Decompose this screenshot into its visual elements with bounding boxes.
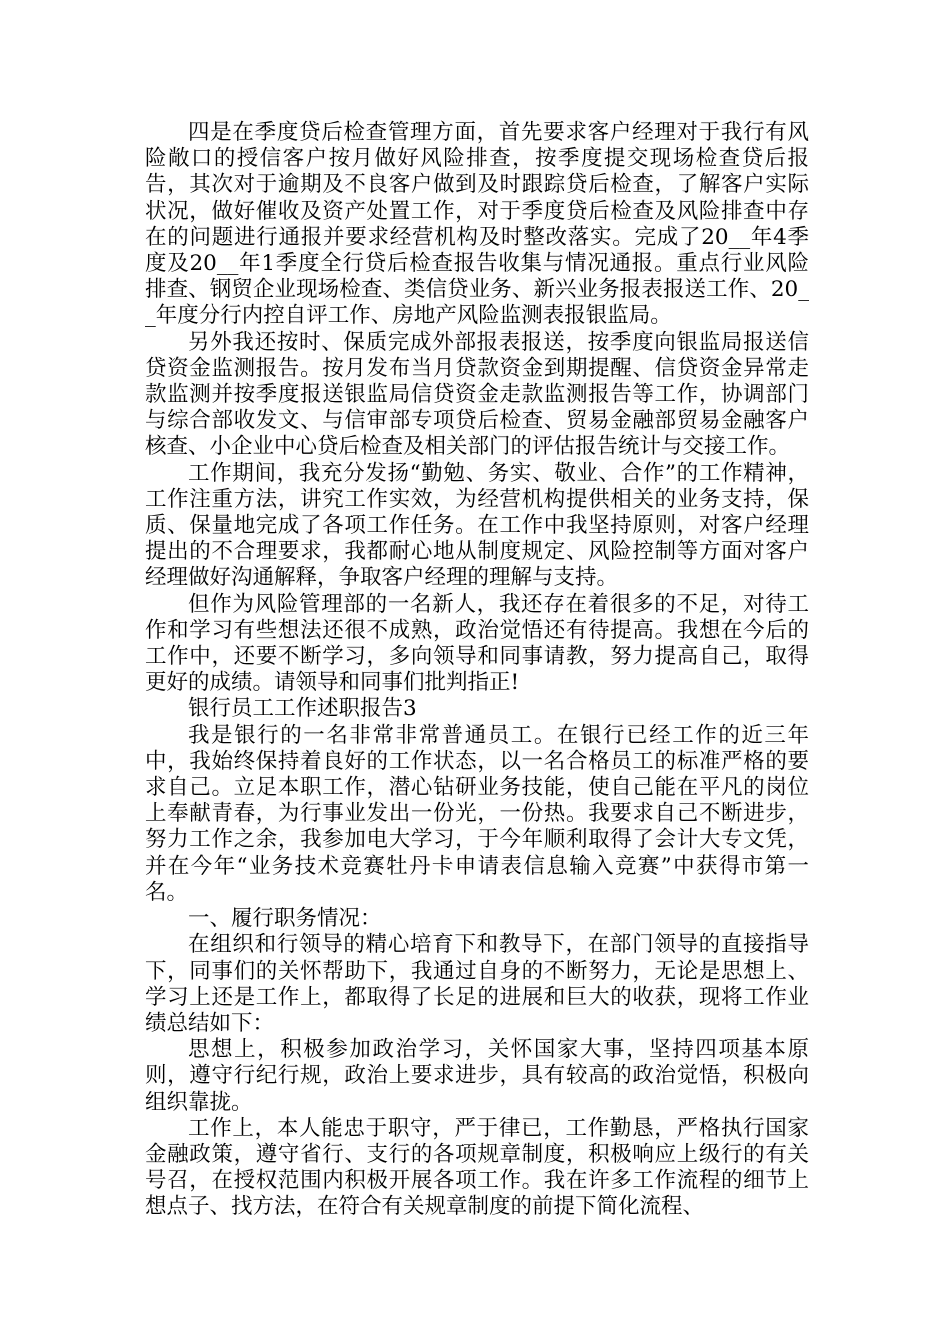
paragraph-loan-inspection: 四是在季度贷后检查管理方面，首先要求客户经理对于我行有风险敞口的授信客户按月做好风险排查，按季度提交现场检查贷后报告，其次对于逾期及不良客户做到及时跟踪贷后检查，了解客户实际状况，做好催收及资产处置工作，对于季度贷后检查及风险排查中存在的问题进行通报并要求经营机构及时整改落实。完成了20__年4季度及20__年1季度全行贷后检查报告收集与情况通报。重点行业风险排查、钢贸企业现场检查、类信贷业务、新兴业务报表报送工作、20__年度分行内控自评工作、房地产风险监测表报银监局。 — [145, 120, 809, 329]
paragraph-external-reports: 另外我还按时、保质完成外部报表报送，按季度向银监局报送信贷资金监测报告。按月发布当月贷款资金到期提醒、信贷资金异常走款监测并按季度报送银监局信贷资金走款监测报告等工作，协调部门与综合部收发文、与信审部专项贷后检查、贸易金融部贸易金融客户核查、小企业中心贷后检查及相关部门的评估报告统计与交接工作。 — [145, 329, 809, 460]
document-body — [145, 120, 809, 1221]
paragraph-ideology: 思想上，积极参加政治学习，关怀国家大事，坚持四项基本原则，遵守行纪行规，政治上要求进步，具有较高的政治觉悟，积极向组织靠拢。 — [145, 1037, 809, 1115]
paragraph-guidance: 在组织和行领导的精心培育下和教导下，在部门领导的直接指导下，同事们的关怀帮助下，我通过自身的不断努力，无论是思想上、学习上还是工作上，都取得了长足的进展和巨大的收获，现将工作业绩总结如下： — [145, 932, 809, 1036]
report-heading: 银行员工工作述职报告3 — [188, 696, 417, 722]
paragraph-work-spirit: 工作期间，我充分发扬“勤勉、务实、敬业、合作”的工作精神，工作注重方法，讲究工作实效，为经营机构提供相关的业务支持，保质、保量地完成了各项工作任务。在工作中我坚持原则，对客户经理提出的不合理要求，我都耐心地从制度规定、风险控制等方面对客户经理做好沟通解释，争取客户经理的理解与支持。 — [145, 460, 809, 591]
paragraph-shortcomings: 但作为风险管理部的一名新人，我还存在着很多的不足，对待工作和学习有些想法还很不成熟，政治觉悟还有待提高。我想在今后的工作中，还要不断学习，多向领导和同事请教，努力提高自己，取得更好的成绩。请领导和同事们批判指正! — [145, 591, 809, 696]
paragraph-work: 工作上，本人能忠于职守，严于律已，工作勤恳，严格执行国家金融政策，遵守省行、支行的各项规章制度，积极响应上级行的有关号召，在授权范围内积极开展各项工作。我在许多工作流程的细节上想点子、找方法，在符合有关规章制度的前提下简化流程、 — [145, 1115, 809, 1220]
paragraph-introduction: 我是银行的一名非常非常普通员工。在银行已经工作的近三年中，我始终保持着良好的工作状态，以一名合格员工的标准严格的要求自己。立足本职工作，潜心钻研业务技能，使自己能在平凡的岗位上奉献青春，为行事业发出一份光，一份热。我要求自己不断进步，努力工作之余，我参加电大学习，于今年顺利取得了会计大专文凭，并在今年“业务技术竞赛牡丹卡申请表信息输入竞赛”中获得市第一名。 — [145, 722, 809, 905]
section-heading-duties: 一、履行职务情况： — [188, 906, 382, 932]
